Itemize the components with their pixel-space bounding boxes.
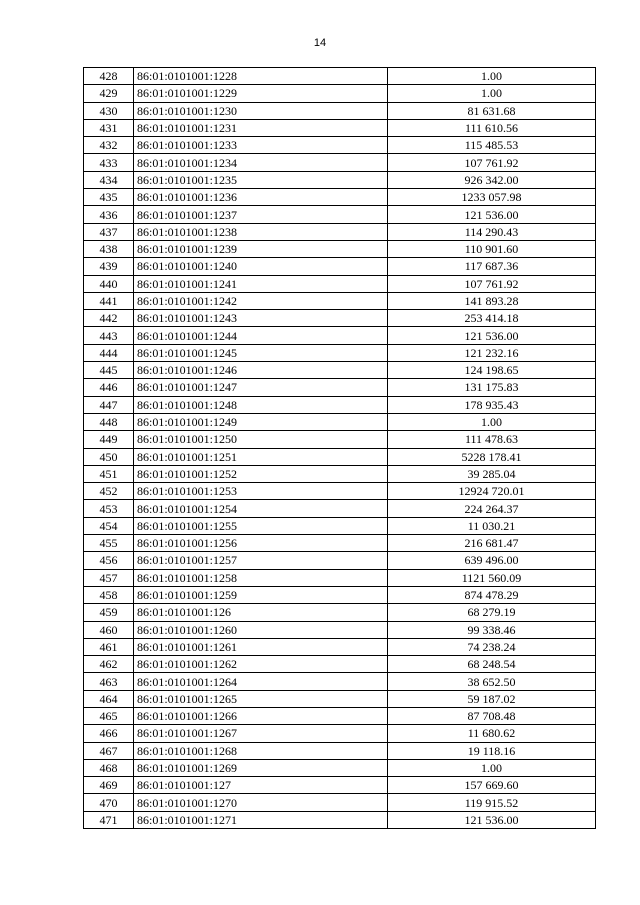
cadastral-number-cell: 86:01:0101001:1267 xyxy=(134,725,388,742)
value-cell: 107 761.92 xyxy=(388,154,596,171)
row-number-cell: 430 xyxy=(84,102,134,119)
parcel-table-body xyxy=(84,68,596,829)
value-cell: 39 285.04 xyxy=(388,465,596,482)
row-number-cell: 447 xyxy=(84,396,134,413)
cadastral-number-cell: 86:01:0101001:1243 xyxy=(134,310,388,327)
value-cell: 81 631.68 xyxy=(388,102,596,119)
table-row xyxy=(84,777,596,794)
table-row xyxy=(84,102,596,119)
table-row xyxy=(84,552,596,569)
table-row xyxy=(84,85,596,102)
table-row xyxy=(84,431,596,448)
table-row xyxy=(84,569,596,586)
value-cell: 111 610.56 xyxy=(388,119,596,136)
row-number-cell: 437 xyxy=(84,223,134,240)
cadastral-number-cell: 86:01:0101001:1271 xyxy=(134,811,388,828)
row-number-cell: 448 xyxy=(84,413,134,430)
cadastral-number-cell: 86:01:0101001:1261 xyxy=(134,638,388,655)
row-number-cell: 466 xyxy=(84,725,134,742)
table-row xyxy=(84,638,596,655)
cadastral-number-cell: 86:01:0101001:1265 xyxy=(134,690,388,707)
table-row xyxy=(84,759,596,776)
cadastral-number-cell: 86:01:0101001:1234 xyxy=(134,154,388,171)
value-cell: 121 536.00 xyxy=(388,206,596,223)
row-number-cell: 451 xyxy=(84,465,134,482)
value-cell: 115 485.53 xyxy=(388,137,596,154)
table-row xyxy=(84,465,596,482)
table-row xyxy=(84,621,596,638)
value-cell: 68 279.19 xyxy=(388,604,596,621)
value-cell: 224 264.37 xyxy=(388,500,596,517)
row-number-cell: 442 xyxy=(84,310,134,327)
table-row xyxy=(84,68,596,85)
table-row xyxy=(84,690,596,707)
cadastral-number-cell: 86:01:0101001:1231 xyxy=(134,119,388,136)
table-row xyxy=(84,119,596,136)
value-cell: 11 680.62 xyxy=(388,725,596,742)
row-number-cell: 467 xyxy=(84,742,134,759)
row-number-cell: 457 xyxy=(84,569,134,586)
row-number-cell: 432 xyxy=(84,137,134,154)
table-row xyxy=(84,396,596,413)
row-number-cell: 429 xyxy=(84,85,134,102)
row-number-cell: 454 xyxy=(84,517,134,534)
cadastral-number-cell: 86:01:0101001:1242 xyxy=(134,292,388,309)
cadastral-number-cell: 86:01:0101001:1241 xyxy=(134,275,388,292)
cadastral-number-cell: 86:01:0101001:1257 xyxy=(134,552,388,569)
cadastral-number-cell: 86:01:0101001:1237 xyxy=(134,206,388,223)
row-number-cell: 444 xyxy=(84,344,134,361)
value-cell: 38 652.50 xyxy=(388,673,596,690)
value-cell: 141 893.28 xyxy=(388,292,596,309)
table-row xyxy=(84,292,596,309)
cadastral-number-cell: 86:01:0101001:1251 xyxy=(134,448,388,465)
value-cell: 157 669.60 xyxy=(388,777,596,794)
cadastral-number-cell: 86:01:0101001:1269 xyxy=(134,759,388,776)
row-number-cell: 431 xyxy=(84,119,134,136)
parcel-table xyxy=(83,67,596,829)
table-row xyxy=(84,725,596,742)
row-number-cell: 441 xyxy=(84,292,134,309)
table-row xyxy=(84,344,596,361)
cadastral-number-cell: 86:01:0101001:127 xyxy=(134,777,388,794)
cadastral-number-cell: 86:01:0101001:1254 xyxy=(134,500,388,517)
table-row xyxy=(84,223,596,240)
table-row xyxy=(84,742,596,759)
cadastral-number-cell: 86:01:0101001:1268 xyxy=(134,742,388,759)
cadastral-number-cell: 86:01:0101001:1255 xyxy=(134,517,388,534)
row-number-cell: 463 xyxy=(84,673,134,690)
row-number-cell: 449 xyxy=(84,431,134,448)
value-cell: 117 687.36 xyxy=(388,258,596,275)
value-cell: 121 536.00 xyxy=(388,327,596,344)
row-number-cell: 440 xyxy=(84,275,134,292)
table-row xyxy=(84,240,596,257)
cadastral-number-cell: 86:01:0101001:1248 xyxy=(134,396,388,413)
row-number-cell: 462 xyxy=(84,656,134,673)
value-cell: 121 232.16 xyxy=(388,344,596,361)
cadastral-number-cell: 86:01:0101001:1233 xyxy=(134,137,388,154)
value-cell: 1121 560.09 xyxy=(388,569,596,586)
table-row xyxy=(84,171,596,188)
row-number-cell: 469 xyxy=(84,777,134,794)
cadastral-number-cell: 86:01:0101001:1244 xyxy=(134,327,388,344)
table-row xyxy=(84,500,596,517)
cadastral-number-cell: 86:01:0101001:126 xyxy=(134,604,388,621)
row-number-cell: 433 xyxy=(84,154,134,171)
table-row xyxy=(84,673,596,690)
cadastral-number-cell: 86:01:0101001:1260 xyxy=(134,621,388,638)
row-number-cell: 445 xyxy=(84,362,134,379)
cadastral-number-cell: 86:01:0101001:1230 xyxy=(134,102,388,119)
row-number-cell: 446 xyxy=(84,379,134,396)
row-number-cell: 434 xyxy=(84,171,134,188)
value-cell: 1.00 xyxy=(388,413,596,430)
value-cell: 639 496.00 xyxy=(388,552,596,569)
cadastral-number-cell: 86:01:0101001:1250 xyxy=(134,431,388,448)
table-row xyxy=(84,379,596,396)
row-number-cell: 428 xyxy=(84,68,134,85)
cadastral-number-cell: 86:01:0101001:1259 xyxy=(134,586,388,603)
row-number-cell: 459 xyxy=(84,604,134,621)
value-cell: 874 478.29 xyxy=(388,586,596,603)
value-cell: 1.00 xyxy=(388,85,596,102)
row-number-cell: 435 xyxy=(84,189,134,206)
row-number-cell: 460 xyxy=(84,621,134,638)
table-row xyxy=(84,535,596,552)
row-number-cell: 471 xyxy=(84,811,134,828)
cadastral-number-cell: 86:01:0101001:1270 xyxy=(134,794,388,811)
value-cell: 1.00 xyxy=(388,759,596,776)
value-cell: 11 030.21 xyxy=(388,517,596,534)
table-row xyxy=(84,448,596,465)
table-row xyxy=(84,275,596,292)
row-number-cell: 450 xyxy=(84,448,134,465)
row-number-cell: 452 xyxy=(84,483,134,500)
row-number-cell: 436 xyxy=(84,206,134,223)
cadastral-number-cell: 86:01:0101001:1228 xyxy=(134,68,388,85)
table-row xyxy=(84,656,596,673)
cadastral-number-cell: 86:01:0101001:1264 xyxy=(134,673,388,690)
cadastral-number-cell: 86:01:0101001:1240 xyxy=(134,258,388,275)
cadastral-number-cell: 86:01:0101001:1236 xyxy=(134,189,388,206)
table-row xyxy=(84,413,596,430)
table-row xyxy=(84,707,596,724)
row-number-cell: 438 xyxy=(84,240,134,257)
row-number-cell: 458 xyxy=(84,586,134,603)
table-row xyxy=(84,586,596,603)
value-cell: 19 118.16 xyxy=(388,742,596,759)
cadastral-number-cell: 86:01:0101001:1252 xyxy=(134,465,388,482)
table-row xyxy=(84,258,596,275)
table-row xyxy=(84,362,596,379)
row-number-cell: 470 xyxy=(84,794,134,811)
table-row xyxy=(84,604,596,621)
value-cell: 121 536.00 xyxy=(388,811,596,828)
value-cell: 111 478.63 xyxy=(388,431,596,448)
cadastral-number-cell: 86:01:0101001:1249 xyxy=(134,413,388,430)
value-cell: 1.00 xyxy=(388,68,596,85)
cadastral-number-cell: 86:01:0101001:1258 xyxy=(134,569,388,586)
value-cell: 74 238.24 xyxy=(388,638,596,655)
value-cell: 5228 178.41 xyxy=(388,448,596,465)
cadastral-number-cell: 86:01:0101001:1229 xyxy=(134,85,388,102)
table-row xyxy=(84,794,596,811)
value-cell: 124 198.65 xyxy=(388,362,596,379)
cadastral-number-cell: 86:01:0101001:1246 xyxy=(134,362,388,379)
table-row xyxy=(84,137,596,154)
value-cell: 119 915.52 xyxy=(388,794,596,811)
value-cell: 178 935.43 xyxy=(388,396,596,413)
cadastral-number-cell: 86:01:0101001:1239 xyxy=(134,240,388,257)
value-cell: 1233 057.98 xyxy=(388,189,596,206)
page-number: 14 xyxy=(313,37,327,49)
value-cell: 110 901.60 xyxy=(388,240,596,257)
value-cell: 131 175.83 xyxy=(388,379,596,396)
cadastral-number-cell: 86:01:0101001:1256 xyxy=(134,535,388,552)
cadastral-number-cell: 86:01:0101001:1247 xyxy=(134,379,388,396)
row-number-cell: 464 xyxy=(84,690,134,707)
row-number-cell: 468 xyxy=(84,759,134,776)
table-row xyxy=(84,189,596,206)
row-number-cell: 455 xyxy=(84,535,134,552)
row-number-cell: 439 xyxy=(84,258,134,275)
value-cell: 253 414.18 xyxy=(388,310,596,327)
row-number-cell: 465 xyxy=(84,707,134,724)
value-cell: 926 342.00 xyxy=(388,171,596,188)
value-cell: 87 708.48 xyxy=(388,707,596,724)
cadastral-number-cell: 86:01:0101001:1235 xyxy=(134,171,388,188)
cadastral-number-cell: 86:01:0101001:1253 xyxy=(134,483,388,500)
row-number-cell: 461 xyxy=(84,638,134,655)
row-number-cell: 456 xyxy=(84,552,134,569)
value-cell: 114 290.43 xyxy=(388,223,596,240)
cadastral-number-cell: 86:01:0101001:1266 xyxy=(134,707,388,724)
value-cell: 12924 720.01 xyxy=(388,483,596,500)
value-cell: 99 338.46 xyxy=(388,621,596,638)
value-cell: 216 681.47 xyxy=(388,535,596,552)
table-row xyxy=(84,811,596,828)
row-number-cell: 443 xyxy=(84,327,134,344)
table-row xyxy=(84,206,596,223)
table-row xyxy=(84,517,596,534)
cadastral-number-cell: 86:01:0101001:1262 xyxy=(134,656,388,673)
table-row xyxy=(84,154,596,171)
row-number-cell: 453 xyxy=(84,500,134,517)
value-cell: 59 187.02 xyxy=(388,690,596,707)
value-cell: 107 761.92 xyxy=(388,275,596,292)
table-row xyxy=(84,310,596,327)
table-row xyxy=(84,327,596,344)
cadastral-number-cell: 86:01:0101001:1245 xyxy=(134,344,388,361)
table-row xyxy=(84,483,596,500)
cadastral-number-cell: 86:01:0101001:1238 xyxy=(134,223,388,240)
value-cell: 68 248.54 xyxy=(388,656,596,673)
